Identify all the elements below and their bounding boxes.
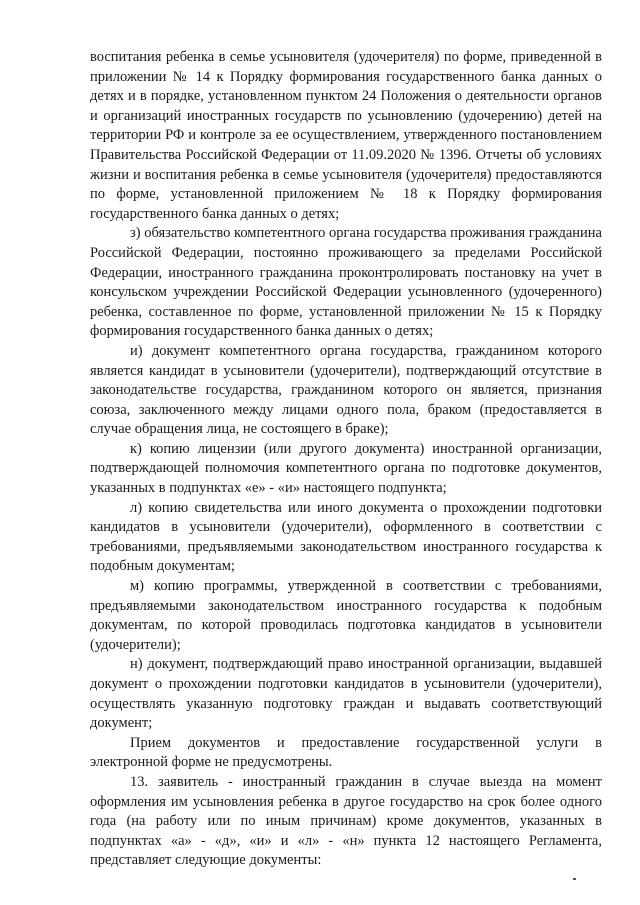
document-body xyxy=(90,48,602,871)
paragraph-item-i: и) документ компетентного органа государства, гражданином которого является кандидат в усыновители (удочерители), подтверждающий отсутствие в законодательстве государства, гражданином которого он является, признания союза, заключенного между лицами одного пола, браком (предоставляется в случае обращения лица, не состоящего в браке); xyxy=(90,342,602,438)
paragraph-item-k: к) копию лицензии (или другого документа) иностранной организации, подтверждающей полномочия компетентного органа по подготовке документов, указанных в подпунктах «е» - «и» настоящего подпункта; xyxy=(90,440,602,497)
paragraph-electronic-form-note: Прием документов и предоставление государственной услуги в электронной форме не предусмотрены. xyxy=(90,734,602,771)
paragraph-item-z: з) обязательство компетентного органа государства проживания гражданина Российской Федерации, постоянно проживающего за пределами Российской Федерации, иностранного гражданина проконтролировать постановку на учет в консульском учреждении Российской Федерации усыновленного (удочеренного) ребенка, составленное по форме, установленной приложении № 15 к Порядку формирования государственного банка данных о детях; xyxy=(90,225,602,340)
paragraph-continuation: воспитания ребенка в семье усыновителя (удочерителя) по форме, приведенной в приложении № 14 к Порядку формирования государственного банка данных о детях и в порядке, установленном пунктом 24 Положения о деятельности органов и организаций иностранных государств по усыновлению (удочерению) детей на территории РФ и контроле за ее осуществлением, утвержденного постановлением Правительства Российской Федерации от 11.09.2020 № 1396. Отчеты об условиях жизни и воспитания ребенка в семье усыновителя (удочерителя) предоставляются по форме, установленной приложением № 18 к Порядку формирования государственного банка данных о детях; xyxy=(90,49,602,222)
paragraph-item-m: м) копию программы, утвержденной в соответствии с требованиями, предъявляемыми законодательством иностранного государства к подобным документам, по которой проводилась подготовка кандидатов в усыновители (удочерители); xyxy=(90,578,602,653)
paragraph-item-n: н) документ, подтверждающий право иностранной организации, выдавшей документ о прохождении подготовки кандидатов в усыновители (удочерители), осуществлять указанную подготовку граждан и выдавать соответствующий документ; xyxy=(90,656,602,732)
paragraph-section-13: 13. заявитель - иностранный гражданин в случае выезда на момент оформления им усыновления ребенка в другое государство на срок более одного года (на работу или по иным причинам) кроме документов, указанных в подпунктах «а» - «д», «и» и «л» - «н» пункта 12 настоящего Регламента, представляет следующие документы: xyxy=(90,773,602,869)
paragraph-item-l: л) копию свидетельства или иного документа о прохождении подготовки кандидатов в усыновители (удочерители), оформленного в соответствии с требованиями, предъявляемыми законодательством иностранного государства к подобным документам; xyxy=(90,499,602,575)
scan-mark xyxy=(573,878,576,880)
